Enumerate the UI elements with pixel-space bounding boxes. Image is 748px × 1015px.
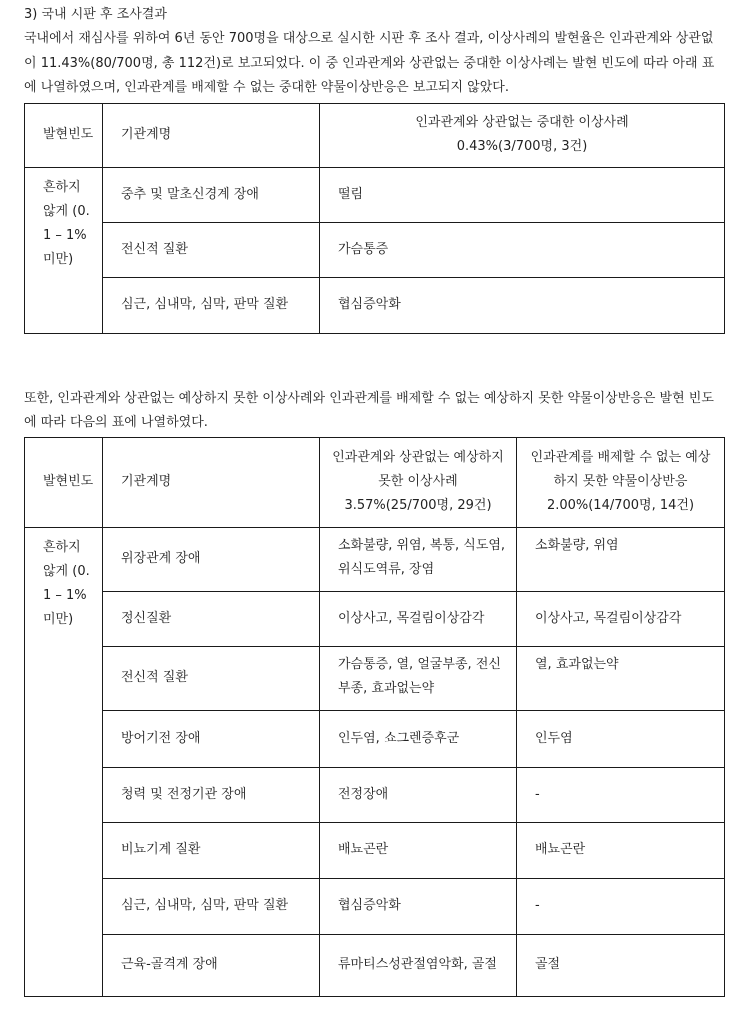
event-cell: 떨림 (320, 167, 725, 222)
serious-ae-table (24, 103, 725, 334)
serious-ae-header-rate: 0.43%(3/700명, 3건) (456, 139, 588, 154)
ae-cell: 소화불량, 위염, 복통, 식도염, 위식도역류, 장염 (320, 527, 517, 591)
ae-cell: 류마티스성관절염악화, 골절 (320, 934, 517, 996)
organ-cell: 전신적 질환 (103, 222, 320, 277)
adr-cell: 소화불량, 위염 (517, 527, 725, 591)
adr-cell: - (517, 878, 725, 934)
freq-cell: 흔하지 않게 (0.1 – 1%미만) (25, 167, 103, 333)
adr-cell: 인두염 (517, 710, 725, 767)
table-header-row (25, 437, 725, 527)
freq-cell: 흔하지 않게 (0.1 – 1%미만) (25, 527, 103, 996)
organ-cell: 위장관계 장애 (103, 527, 320, 591)
adr-cell: 배뇨곤란 (517, 822, 725, 878)
table-row (25, 767, 725, 822)
unexpected-ae-header (320, 437, 517, 527)
unexpected-adr-header (517, 437, 725, 527)
table-row (25, 710, 725, 767)
adr-cell: 이상사고, 목걸림이상감각 (517, 591, 725, 646)
table-row (25, 527, 725, 591)
table-row (25, 591, 725, 646)
serious-ae-header (320, 103, 725, 167)
organ-cell: 청력 및 전정기관 장애 (103, 767, 320, 822)
ae-cell: 배뇨곤란 (320, 822, 517, 878)
organ-header: 기관계명 (103, 103, 320, 167)
unexpected-adr-header-title: 인과관계를 배제할 수 없는 예상하지 못한 약물이상반응 (530, 450, 711, 489)
table-row (25, 878, 725, 934)
ae-cell: 가슴통증, 열, 얼굴부종, 전신부종, 효과없는약 (320, 646, 517, 710)
event-cell: 협심증악화 (320, 277, 725, 333)
freq-header: 발현빈도 (25, 437, 103, 527)
serious-ae-header-title: 인과관계와 상관없는 중대한 이상사례 (415, 115, 629, 130)
unexpected-ae-header-title: 인과관계와 상관없는 예상하지 못한 이상사례 (332, 450, 504, 489)
organ-cell: 심근, 심내막, 심막, 판막 질환 (103, 878, 320, 934)
table-row (25, 822, 725, 878)
document (24, 3, 724, 997)
table-row (25, 222, 725, 277)
event-cell: 가슴통증 (320, 222, 725, 277)
adr-cell: 골절 (517, 934, 725, 996)
intro-paragraph: 국내에서 재심사를 위하여 6년 동안 700명을 대상으로 실시한 시판 후 조사 결과, 이상사례의 발현율은 인과관계와 상관없이 11.43%(80/700명, 총 112건)로 보고되었다. 이 중 인과관계와 상관없는 중대한 이상사례는 발현 빈도에 따라 아래 표에 나열하였으며, 인과관계를 배제할 수 없는 중대한 약물이상반응은 보고되지 않았다. (24, 31, 715, 95)
organ-cell: 방어기전 장애 (103, 710, 320, 767)
organ-header: 기관계명 (103, 437, 320, 527)
ae-cell: 협심증악화 (320, 878, 517, 934)
ae-cell: 전정장애 (320, 767, 517, 822)
second-paragraph: 또한, 인과관계와 상관없는 예상하지 못한 이상사례와 인과관계를 배제할 수 없는 예상하지 못한 약물이상반응은 발현 빈도에 따라 다음의 표에 나열하였다. (24, 390, 714, 430)
organ-cell: 정신질환 (103, 591, 320, 646)
unexpected-ae-header-rate: 3.57%(25/700명, 29건) (344, 498, 492, 513)
table-row (25, 934, 725, 996)
table-row (25, 167, 725, 222)
ae-cell: 인두염, 쇼그렌증후군 (320, 710, 517, 767)
organ-cell: 근육-골격계 장애 (103, 934, 320, 996)
ae-cell: 이상사고, 목걸림이상감각 (320, 591, 517, 646)
unexpected-ae-table (24, 437, 725, 997)
table-header-row (25, 103, 725, 167)
table-row (25, 277, 725, 333)
freq-header: 발현빈도 (25, 103, 103, 167)
adr-cell: 열, 효과없는약 (517, 646, 725, 710)
organ-cell: 비뇨기계 질환 (103, 822, 320, 878)
adr-cell: - (517, 767, 725, 822)
unexpected-adr-header-rate: 2.00%(14/700명, 14건) (546, 498, 695, 513)
section-heading: 3) 국내 시판 후 조사결과 (24, 7, 167, 22)
table-row (25, 646, 725, 710)
organ-cell: 중추 및 말초신경계 장애 (103, 167, 320, 222)
organ-cell: 전신적 질환 (103, 646, 320, 710)
organ-cell: 심근, 심내막, 심막, 판막 질환 (103, 277, 320, 333)
